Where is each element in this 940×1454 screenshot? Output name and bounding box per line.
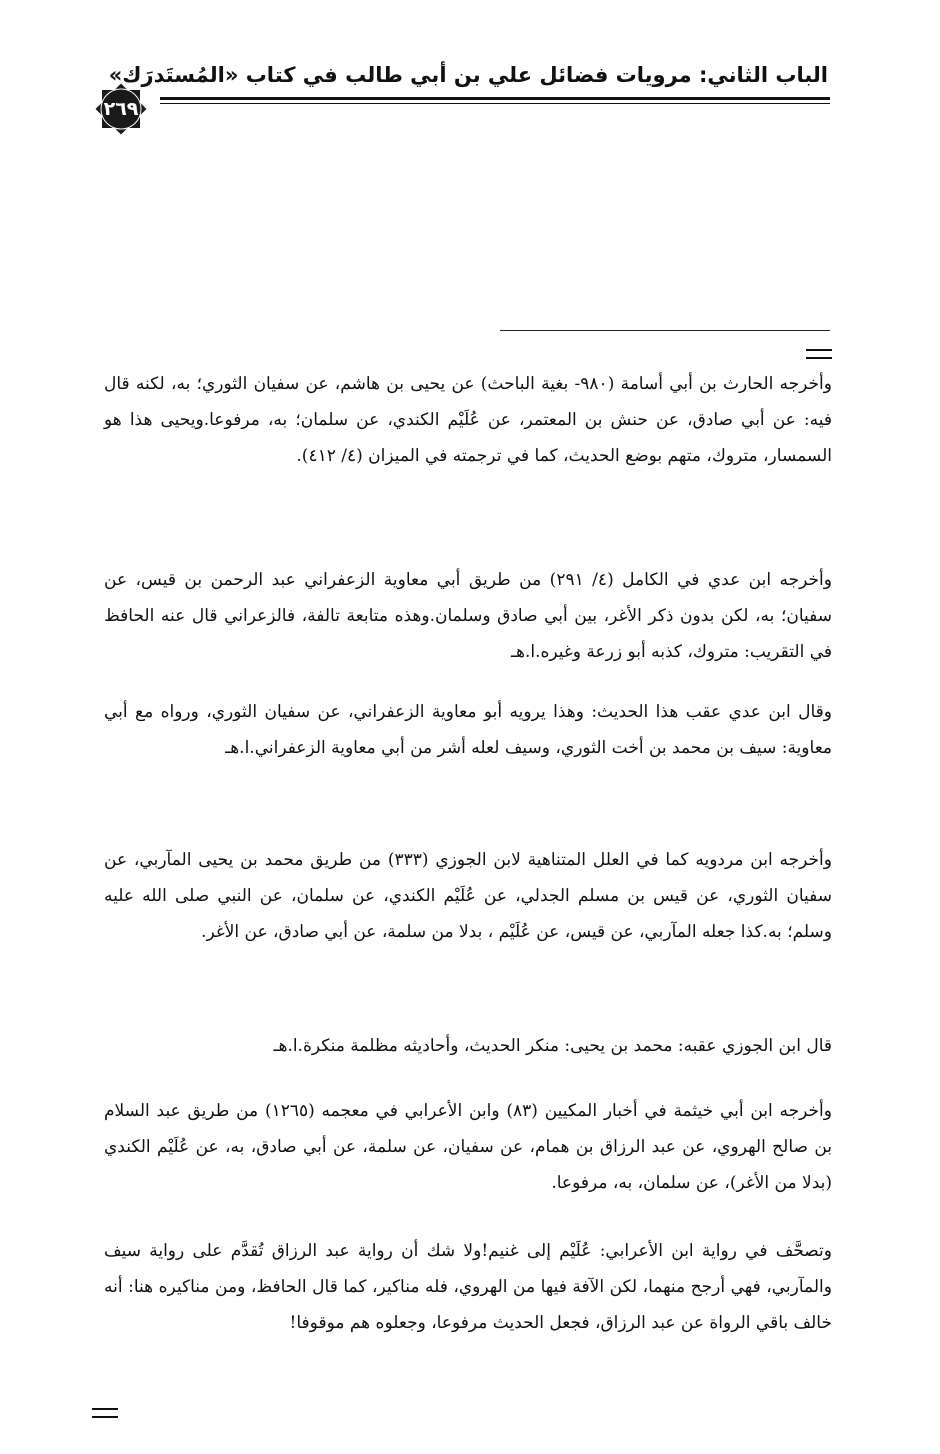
footnote-separator — [500, 330, 830, 331]
header-rule — [160, 97, 830, 100]
footnote-paragraph: وقال ابن عدي عقب هذا الحديث: وهذا يرويه أبو معاوية الزعفراني، عن سفيان الثوري، ورواه مع أبي معاوية: سيف بن محمد بن أخت الثوري، وسيف لعله أشر من أبي معاوية الزعفراني.ا.هـ — [104, 702, 832, 758]
page-number: ٢٦٩ — [103, 98, 139, 120]
footnote-paragraph: وأخرجه ابن أبي خيثمة في أخبار المكيين (٨٣) وابن الأعرابي في معجمه (١٢٦٥) من طريق عبد السلام بن صالح الهروي، عن عبد الرزاق بن همام، عن سفيان، عن سلمة، عن أبي صادق، به، عن عُلَيْم الكندي (بدلا من الأغر)، عن سلمان، به، مرفوعا. — [104, 1101, 832, 1193]
header-rule-thin — [160, 103, 830, 104]
page-number-badge — [92, 80, 150, 138]
footnote-paragraph: قال ابن الجوزي عقبه: محمد بن يحيى: منكر الحديث، وأحاديثه مظلمة منكرة.ا.هـ — [273, 1036, 832, 1056]
footnote-paragraph: وأخرجه الحارث بن أبي أسامة (٩٨٠- بغية الباحث) عن يحيى بن هاشم، عن سفيان الثوري؛ به، لكنه قال فيه: عن أبي صادق، عن حنش بن المعتمر، عن عُلَيْم الكندي، عن سلمان؛ به، مرفوعا.ويحيى هذا هو السمسار، متروك، متهم بوضع الحديث، كما في ترجمته في الميزان (٤/ ٤١٢). — [104, 374, 832, 466]
footnote-paragraph: وتصحَّف في رواية ابن الأعرابي: عُلَيْم إلى غنيم!ولا شك أن رواية عبد الرزاق تُقدَّم على رواية سيف والمآربي، فهي أرجح منهما، لكن الآفة فيها من الهروي، فله مناكير، كما قال الحافظ، ومن مناكيره هنا: أنه خالف باقي الرواة عن عبد الرزاق، فجعل الحديث مرفوعا، وجعلوه هم موقوفا! — [104, 1241, 832, 1333]
continuation-mark-top — [806, 349, 832, 359]
continuation-mark-bottom — [92, 1408, 118, 1418]
footnote-paragraph: وأخرجه ابن مردويه كما في العلل المتناهية لابن الجوزي (٣٣٣) من طريق محمد بن يحيى المآربي، عن سفيان الثوري، عن قيس بن مسلم الجدلي، عن عُلَيْم الكندي، عن سلمان، عن النبي صلى الله عليه وسلم؛ به.كذا جعله المآربي، عن قيس، عن عُلَيْم ، بدلا من سلمة، عن أبي صادق، عن الأغر. — [104, 850, 832, 942]
footnote-paragraph: وأخرجه ابن عدي في الكامل (٤/ ٢٩١) من طريق أبي معاوية الزعفراني عبد الرحمن بن قيس، عن سفيان؛ به، لكن بدون ذكر الأغر، بين أبي صادق وسلمان.وهذه متابعة تالفة، فالزعراني قال عنه الحافظ في التقريب: متروك، كذبه أبو زرعة وغيره.ا.هـ — [104, 570, 832, 662]
running-header: الباب الثاني: مرويات فضائل علي بن أبي طالب في كتاب «المُستَدرَك» — [108, 63, 828, 87]
